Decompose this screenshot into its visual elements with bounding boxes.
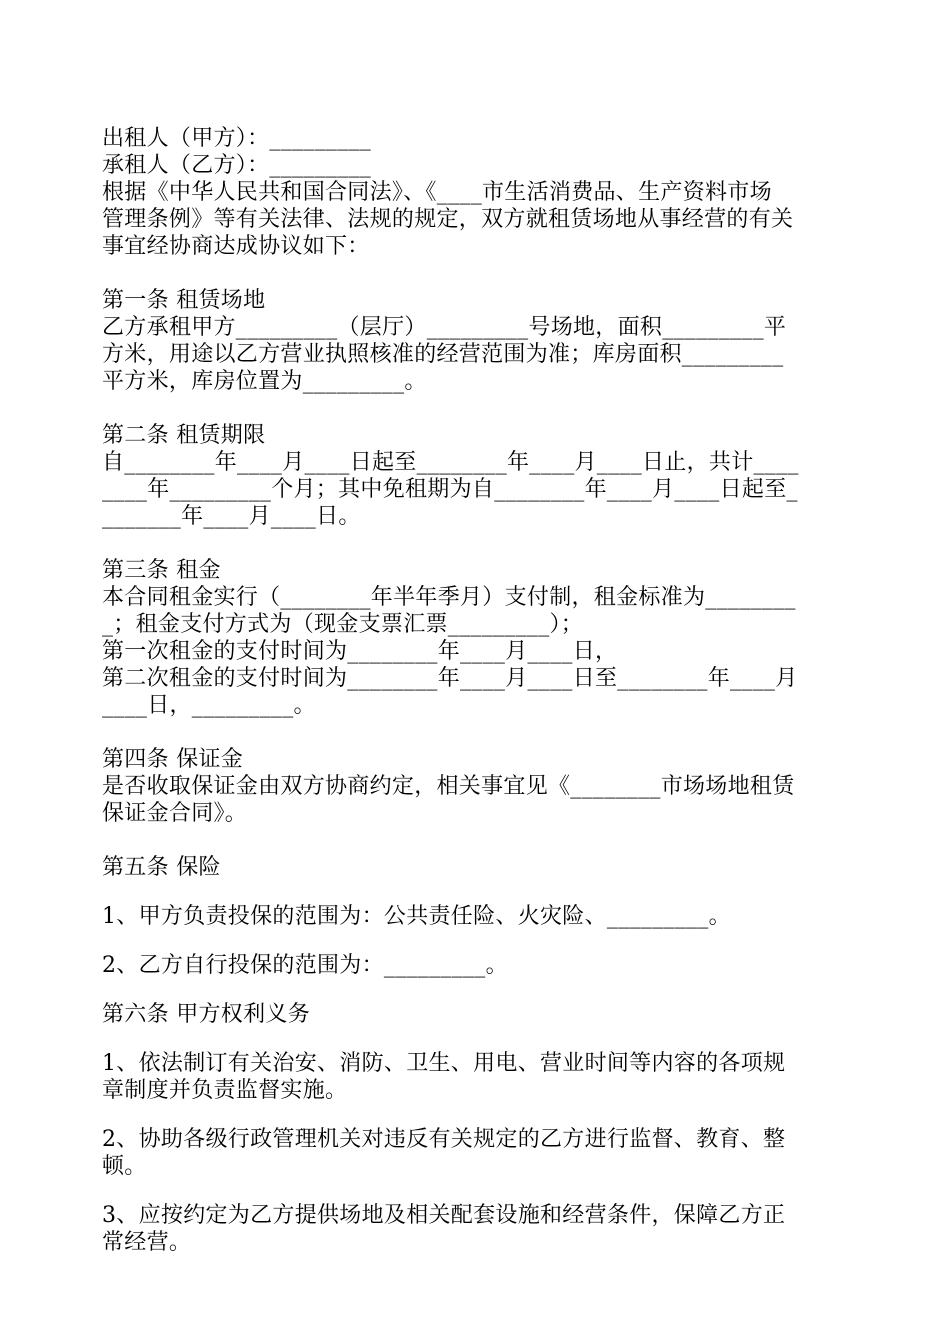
article-5-title: 第五条 保险: [102, 855, 221, 880]
article-6-title: 第六条 甲方权利义务: [102, 1002, 310, 1027]
article-5-item-1: 1、甲方负责投保的范围为：公共责任险、火灾险、_________。: [102, 904, 731, 929]
spacer: [102, 827, 852, 854]
article-3-line: ____日，_________。: [102, 693, 316, 718]
article-3-line: 本合同租金实行（________年半年季月）支付制，租金标准为________: [102, 585, 796, 610]
article-6-item-2: 2、协助各级行政管理机关对违反有关规定的乙方进行监督、教育、整: [102, 1127, 786, 1152]
article-2-line: _______年____月____日。: [102, 504, 361, 529]
lessee-line: 承租人（乙方）：_________: [102, 153, 372, 178]
lessor-line: 出租人（甲方）：_________: [102, 126, 372, 151]
spacer: [102, 260, 852, 287]
article-1-line: 平方米，库房位置为_________。: [102, 369, 427, 394]
spacer: [102, 395, 852, 422]
spacer: [102, 530, 852, 557]
article-6-item-3: 常经营。: [102, 1230, 192, 1255]
article-3-title: 第三条 租金: [102, 558, 221, 583]
article-3-line: 第二次租金的支付时间为________年____月____日至________年____月: [102, 666, 798, 691]
article-4-line: 保证金合同》。: [102, 801, 248, 826]
article-6-item-1: 1、依法制订有关治安、消防、卫生、用电、营业时间等内容的各项规: [102, 1051, 786, 1076]
article-2-line: 自________年____月____日起至________年____月____日止，共计____: [102, 450, 799, 475]
spacer: [102, 1180, 852, 1202]
article-1-title: 第一条 租赁场地: [102, 288, 266, 313]
article-5-item-2: 2、乙方自行投保的范围为：_________。: [102, 953, 508, 978]
article-4-title: 第四条 保证金: [102, 747, 244, 772]
article-6-item-1: 章制度并负责监督实施。: [102, 1078, 348, 1103]
article-1-line: 方米，用途以乙方营业执照核准的经营范围为准；库房面积_________: [102, 342, 784, 367]
spacer: [102, 1104, 852, 1126]
spacer: [102, 881, 852, 903]
article-6-item-2: 顿。: [102, 1154, 147, 1179]
intro-line: 管理条例》等有关法律、法规的规定，双方就租赁场地从事经营的有关: [102, 207, 794, 232]
contract-page: [102, 125, 852, 1256]
article-3-line: _；租金支付方式为（现金支票汇票_________）；: [102, 612, 584, 637]
intro-line: 事宜经协商达成协议如下：: [102, 234, 370, 259]
spacer: [102, 719, 852, 746]
spacer: [102, 930, 852, 952]
article-4-line: 是否收取保证金由双方协商约定，相关事宜见《________市场场地租赁: [102, 774, 795, 799]
spacer: [102, 979, 852, 1001]
article-1-line: 乙方承租甲方_________（层厅）_________号场地，面积_________平: [102, 315, 787, 340]
spacer: [102, 1028, 852, 1050]
article-6-item-3: 3、应按约定为乙方提供场地及相关配套设施和经营条件，保障乙方正: [102, 1203, 786, 1228]
intro-line: 根据《中华人民共和国合同法》、《____市生活消费品、生产资料市场: [102, 180, 772, 205]
article-2-line: ____年_________个月；其中免租期为自________年____月____日起至_: [102, 477, 798, 502]
article-3-line: 第一次租金的支付时间为________年____月____日，: [102, 639, 618, 664]
article-2-title: 第二条 租赁期限: [102, 423, 266, 448]
